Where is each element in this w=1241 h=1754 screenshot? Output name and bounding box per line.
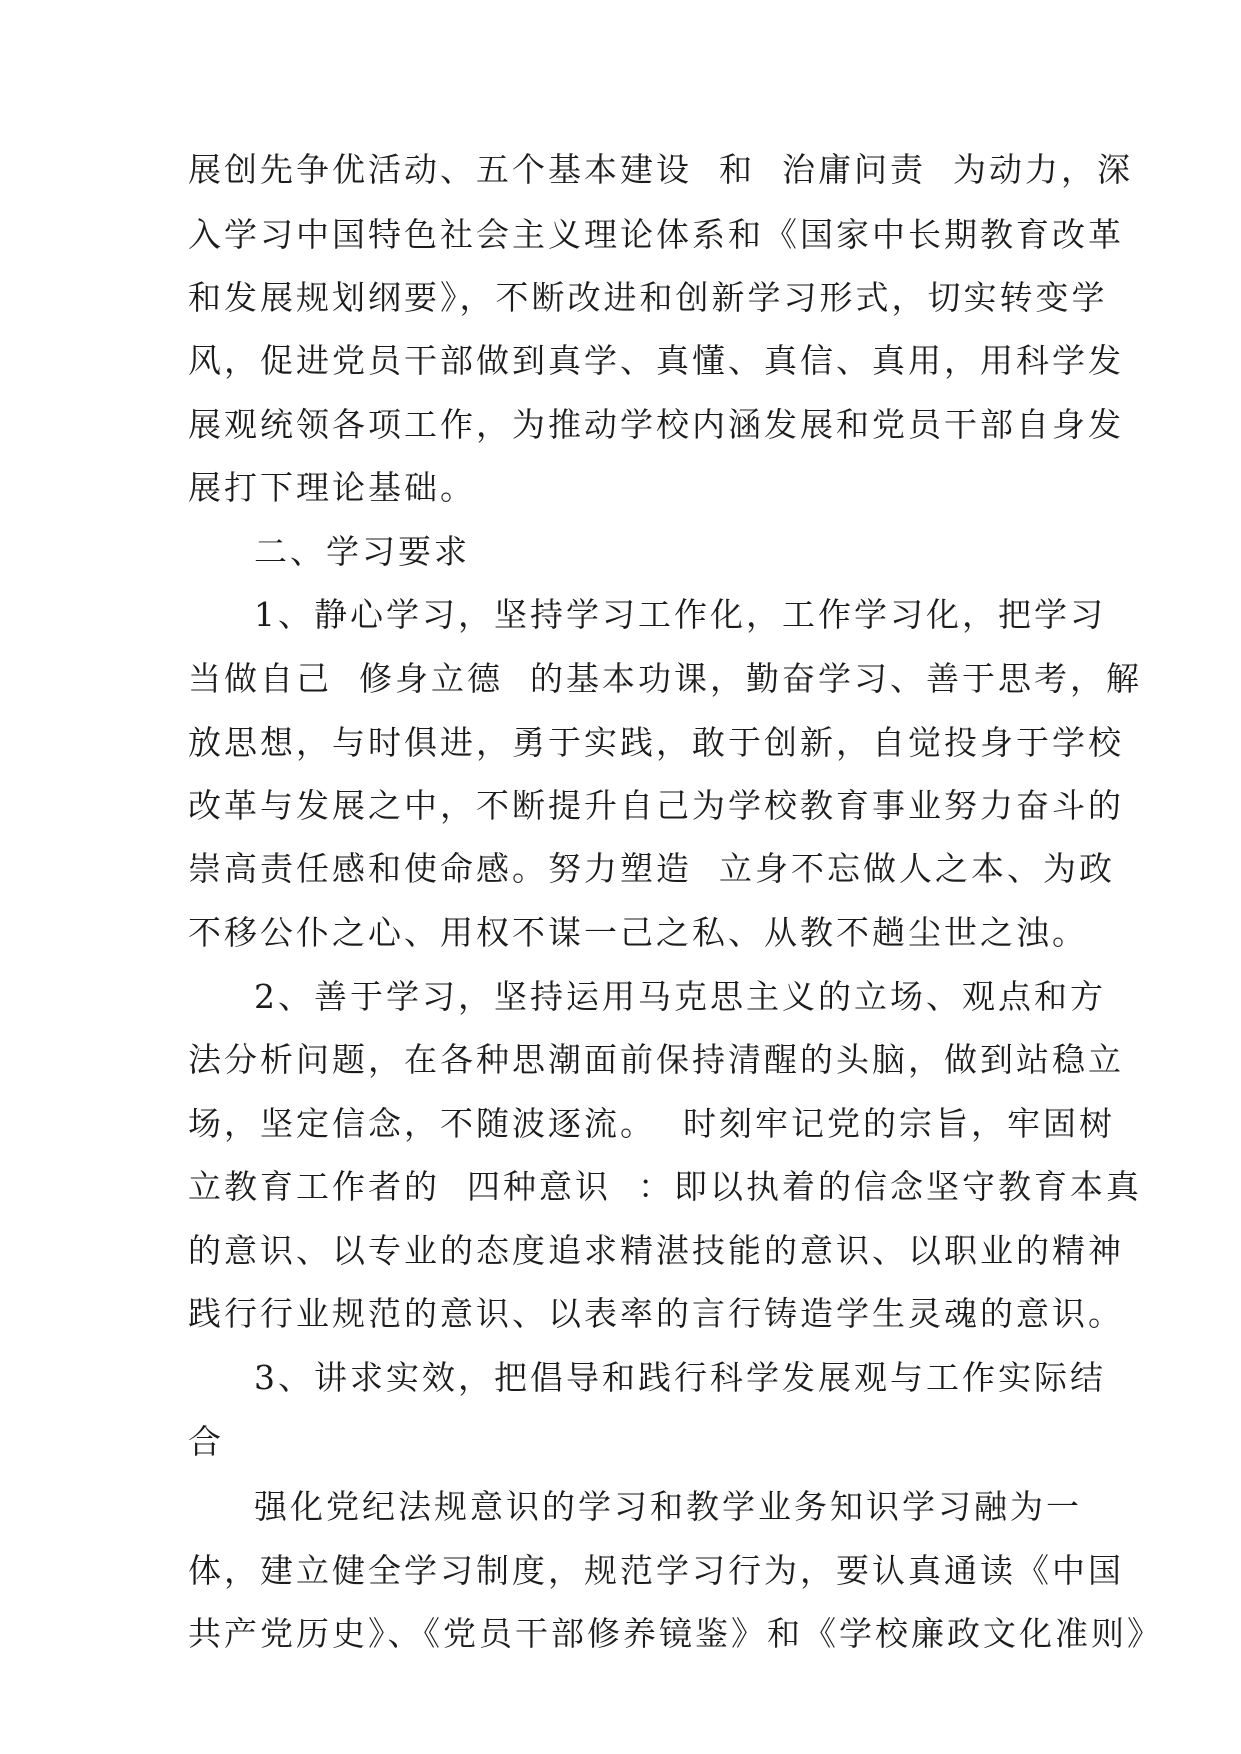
body-text-line: 崇高责任感和使命感。努力塑造 立身不忘做人之本、为政 (188, 849, 1115, 888)
body-text-line: 体，建立健全学习制度，规范学习行为，要认真通读《中国 (188, 1551, 1124, 1590)
body-text-line: 和发展规划纲要》，不断改进和创新学习形式，切实转变学 (188, 278, 1108, 317)
body-text-line: 共产党历史》、《党员干部修养镜鉴》和《学校廉政文化准则》 (188, 1614, 1163, 1653)
body-text-line: 践行行业规范的意识、以表率的言行铸造学生灵魂的意识。 (188, 1294, 1124, 1333)
body-text-line: 放思想，与时俱进，勇于实践，敢于创新，自觉投身于学校 (188, 723, 1124, 762)
body-text-line: 改革与发展之中，不断提升自己为学校教育事业努力奋斗的 (188, 786, 1124, 825)
body-text-line: 场，坚定信念，不随波逐流。 时刻牢记党的宗旨，牢固树 (188, 1104, 1115, 1143)
body-text-line: 合 (188, 1422, 224, 1461)
body-text-line: 展打下理论基础。 (188, 468, 476, 507)
body-text-line: 法分析问题，在各种思潮面前保持清醒的头脑，做到站稳立 (188, 1040, 1124, 1079)
body-text-line: 当做自己 修身立德 的基本功课，勤奋学习、善于思考，解 (188, 659, 1142, 698)
body-text-line: 入学习中国特色社会主义理论体系和《国家中长期教育改革 (188, 215, 1124, 254)
body-text-line: 展观统领各项工作，为推动学校内涵发展和党员干部自身发 (188, 405, 1124, 444)
body-text-line: 立教育工作者的 四种意识 ：即以执着的信念坚守教育本真 (188, 1167, 1142, 1206)
paragraph-start: 2、善于学习，坚持运用马克思主义的立场、观点和方 (254, 977, 1106, 1016)
body-text-line: 展创先争优活动、五个基本建设 和 治庸问责 为动力，深 (188, 150, 1133, 189)
paragraph-start: 1、静心学习，坚持学习工作化，工作学习化，把学习 (254, 595, 1106, 634)
body-text-line: 的意识、以专业的态度追求精湛技能的意识、以职业的精神 (188, 1231, 1124, 1270)
paragraph-start: 3、讲求实效，把倡导和践行科学发展观与工作实际结 (254, 1358, 1106, 1397)
body-text-line: 不移公仆之心、用权不谋一己之私、从教不趟尘世之浊。 (188, 913, 1088, 952)
section-heading: 二、学习要求 (254, 532, 470, 571)
body-text-line: 风，促进党员干部做到真学、真懂、真信、真用，用科学发 (188, 341, 1124, 380)
paragraph-start: 强化党纪法规意识的学习和教学业务知识学习融为一 (254, 1487, 1082, 1526)
